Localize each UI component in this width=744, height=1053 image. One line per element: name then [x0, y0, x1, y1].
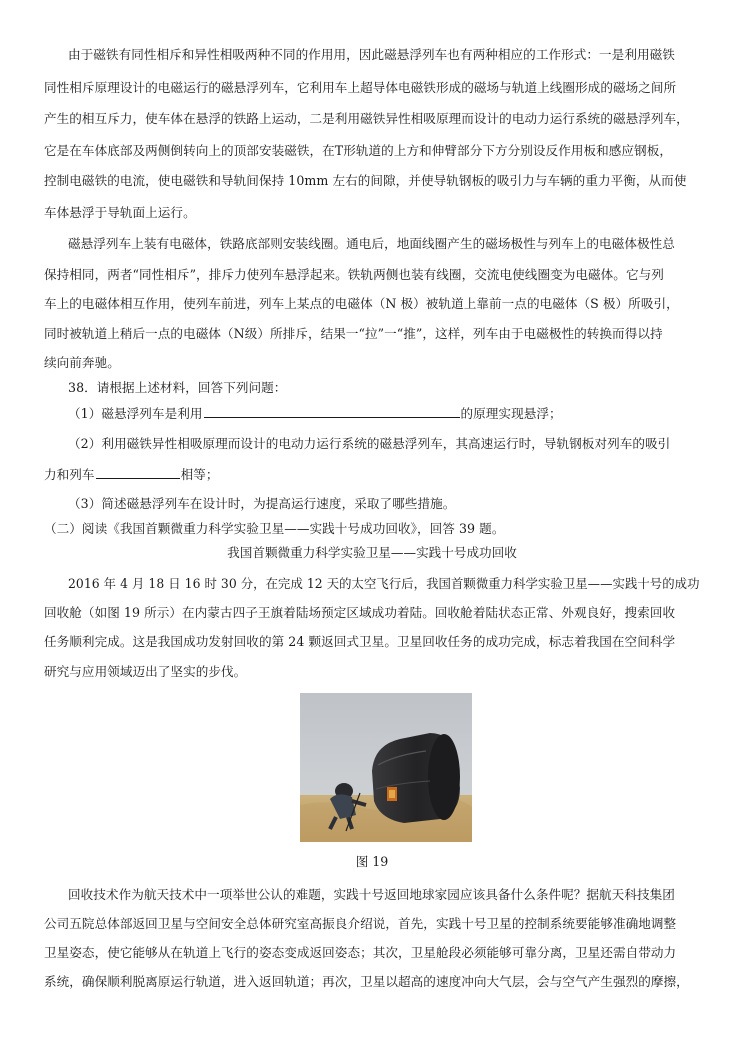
answer-blank-2[interactable]: [96, 466, 180, 479]
article-p2-line-2: 公司五院总体部返回卫星与空间安全总体研究室高振良介绍说，首先，实践十号卫星的控制系统要能够准确地调整: [44, 916, 677, 931]
answer-blank-1[interactable]: [204, 405, 460, 418]
q38-sub3: （3）简述磁悬浮列车在设计时，为提高运行速度，采取了哪些措施。: [68, 496, 456, 511]
intro-p2-line-5: 续向前奔驰。: [44, 355, 120, 370]
q38-sub1-after: 的原理实现悬浮；: [460, 406, 562, 421]
intro-p1-line-5: 控制电磁铁的电流，使电磁铁和导轨间保持 10mm 左右的间隙，并使导轨钢板的吸引力与车辆的重力平衡，从而使: [44, 173, 687, 188]
q38-sub1: [68, 405, 562, 422]
intro-p1-line-3: 产生的相互斥力，使车体在悬浮的铁路上运动，二是利用磁铁异性相吸原理而设计的电动力运行系统的磁悬浮列车，: [44, 111, 689, 126]
intro-p2-line-1: 磁悬浮列车上装有电磁体，铁路底部则安装线圈。通电后，地面线圈产生的磁场极性与列车上的电磁体极性总: [68, 236, 675, 251]
q38-sub2-after: 相等；: [180, 467, 219, 482]
capsule-base: [428, 734, 460, 820]
capsule-hatch-inner: [389, 790, 395, 798]
intro-p1-line-4: 它是在车体底部及两侧倒转向上的顶部安装磁铁，在T形轨道的上方和伸臂部分下方分别设反作用板和感应钢板，: [44, 143, 672, 158]
intro-p1-line-6: 车体悬浮于导轨面上运行。: [44, 205, 196, 220]
intro-p1-line-2: 同性相斥原理设计的电磁运行的磁悬浮列车，它利用车上超导体电磁铁形成的磁场与轨道上线圈形成的磁场之间所: [44, 80, 677, 95]
article-p1-line-3: 任务顺利完成。这是我国成功发射回收的第 24 颗返回式卫星。卫星回收任务的成功完成，标志着我国在空间科学: [44, 634, 676, 649]
intro-p2-line-3: 车上的电磁体相互作用，使列车前进，列车上某点的电磁体（N 极）被轨道上靠前一点的电磁体（S 极）所吸引，: [44, 296, 679, 311]
q38-sub2-line-2: [44, 466, 219, 483]
article-p2-line-3: 卫星姿态，使它能够从在轨道上飞行的姿态变成返回姿态；其次，卫星舱段必须能够可靠分离，卫星还需自带动力: [44, 945, 677, 960]
figure-caption: 图 19: [355, 854, 389, 869]
q38-stem: 38．请根据上述材料，回答下列问题：: [68, 380, 287, 395]
article-p2-line-1: 回收技术作为航天技术中一项举世公认的难题，实践十号返回地球家园应该具备什么条件呢？据航天科技集团: [68, 887, 675, 902]
q38-sub2-line-1: （2）利用磁铁异性相吸原理而设计的电动力运行系统的磁悬浮列车，其高速运行时，导轨钢板对列车的吸引: [68, 436, 671, 451]
section2-heading: （二）阅读《我国首颗微重力科学实验卫星——实践十号成功回收》，回答 39 题。: [44, 521, 505, 536]
article-p1-line-4: 研究与应用领域迈出了坚实的步伐。: [44, 664, 247, 679]
capsule-photo: [300, 693, 472, 842]
q38-sub2-before: 力和列车: [44, 467, 95, 482]
intro-p2-line-4: 同时被轨道上稍后一点的电磁体（N级）所排斥，结果一“拉”一“推”，这样，列车由于电磁极性的转换而得以持: [44, 326, 663, 341]
article-p2-line-4: 系统，确保顺利脱离原运行轨道，进入返回轨道；再次，卫星以超高的速度冲向大气层，会与空气产生强烈的摩擦，: [44, 974, 689, 989]
capsule-photo-svg: [300, 693, 472, 842]
article-title: 我国首颗微重力科学实验卫星——实践十号成功回收: [227, 545, 517, 560]
article-p1-line-2: 回收舱（如图 19 所示）在内蒙古四子王旗着陆场预定区域成功着陆。回收舱着陆状态正常、外观良好，搜索回收: [44, 605, 676, 620]
q38-sub1-before: （1）磁悬浮列车是利用: [68, 406, 203, 421]
article-p1-line-1: 2016 年 4 月 18 日 16 时 30 分，在完成 12 天的太空飞行后，我国首颗微重力科学实验卫星——实践十号的成功: [68, 576, 700, 591]
intro-p2-line-2: 保持相同，两者“同性相斥”，排斥力使列车悬浮起来。铁轨两侧也装有线圈，交流电使线圈变为电磁体。它与列: [44, 267, 664, 282]
intro-p1-line-1: 由于磁铁有同性相斥和异性相吸两种不同的作用用，因此磁悬浮列车也有两种相应的工作形式：一是利用磁铁: [68, 47, 675, 62]
